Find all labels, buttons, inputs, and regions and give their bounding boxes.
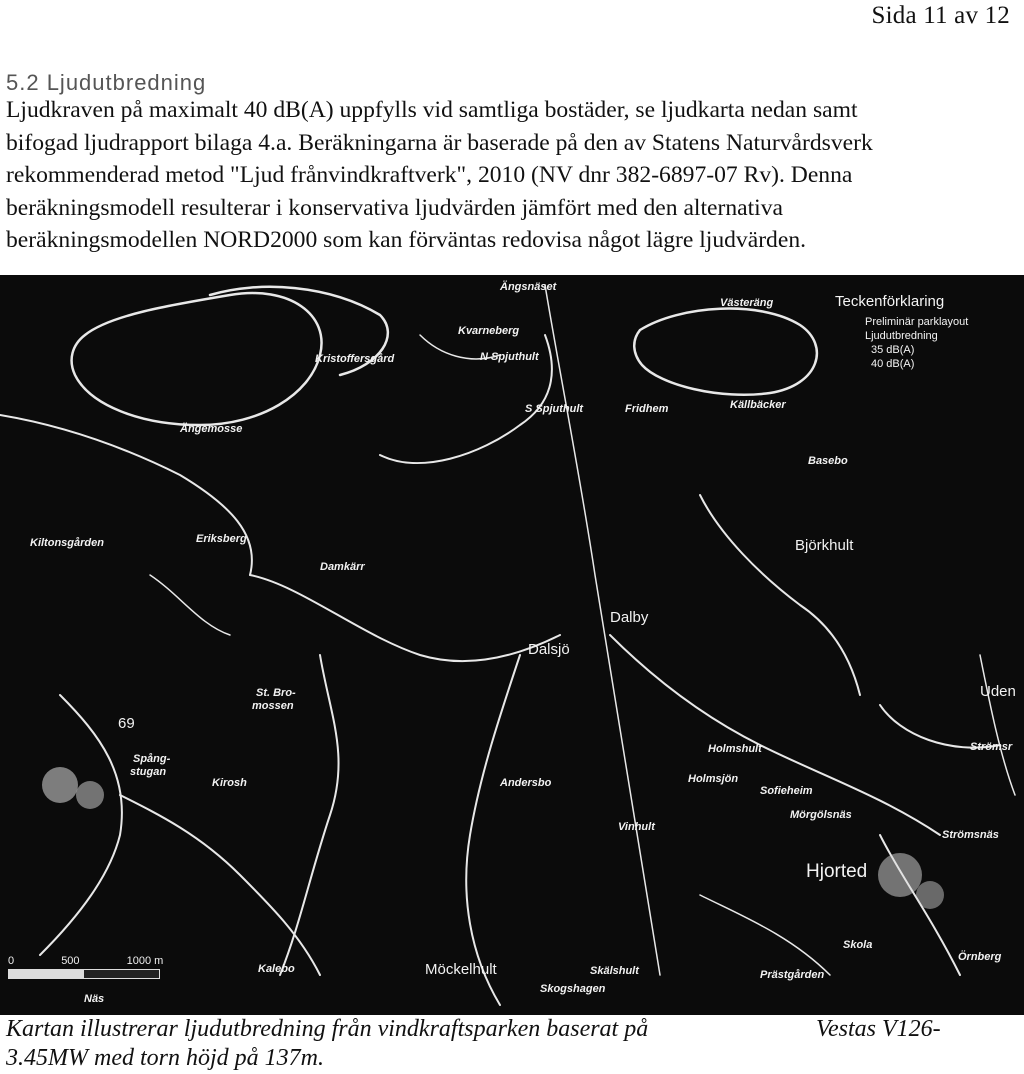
section-heading: 5.2 Ljudutbredning xyxy=(6,70,207,95)
noise-map xyxy=(0,275,1024,1015)
place-label: Björkhult xyxy=(795,537,854,554)
legend-35: 35 dB(A) xyxy=(871,344,915,356)
page-number: Sida 11 av 12 xyxy=(871,2,1010,29)
place-label: Uden xyxy=(980,683,1016,700)
legend-title: Teckenförklaring xyxy=(835,293,945,310)
caption-line-1: Kartan illustrerar ljudutbredning från vindkraftsparken baserat på xyxy=(6,1016,649,1042)
place-label: Strömsnäs xyxy=(942,829,999,841)
place-label: Ängsnäset xyxy=(500,281,557,293)
scale-label-0: 0 xyxy=(8,955,15,967)
place-label: S Spjuthult xyxy=(525,403,584,415)
paragraph-line: Ljudkraven på maximalt 40 dB(A) uppfylls vid samtliga bostäder, se ljudkarta nedan samt xyxy=(6,97,858,123)
place-label: Fridhem xyxy=(625,403,669,415)
place-label: N Spjuthult xyxy=(480,351,539,363)
place-label: Möckelhult xyxy=(425,961,497,978)
place-label: mossen xyxy=(252,700,294,712)
place-label: Skola xyxy=(843,939,873,951)
legend-spread: Ljudutbredning xyxy=(865,330,938,342)
paragraph-line: beräkningsmodellen NORD2000 som kan förväntas redovisa något lägre ljudvärden. xyxy=(6,227,807,253)
place-label: Basebo xyxy=(808,455,848,467)
place-label: stugan xyxy=(130,766,167,778)
place-label: Andersbo xyxy=(500,777,552,789)
paragraph-line: beräkningsmodell resulterar i konservativa ljudvärden jämfört med den alternativa xyxy=(6,194,784,221)
map-roads xyxy=(0,275,1024,1015)
place-label: Kiltonsgården xyxy=(30,537,104,549)
place-label: Kalebo xyxy=(258,963,295,975)
place-label: Spång- xyxy=(133,753,171,765)
place-label: Kvarneberg xyxy=(458,325,520,337)
legend-40: 40 dB(A) xyxy=(871,358,915,370)
place-label: Strömsr xyxy=(970,741,1013,753)
place-label: St. Bro- xyxy=(256,687,296,699)
place-label: Hjorted xyxy=(806,861,868,882)
main-road xyxy=(545,285,660,975)
legend-layout: Preliminär parklayout xyxy=(865,316,969,328)
noise-contour-right xyxy=(634,309,817,395)
place-label: Dalsjö xyxy=(528,641,570,658)
paragraph-line: rekommenderad metod "Ljud frånvindkraftverk", 2010 (NV dnr 382-6897-07 Rv). Denna xyxy=(6,162,853,188)
scale-bar-graphic xyxy=(8,969,160,979)
place-label: Mörgölsnäs xyxy=(790,809,852,821)
place-label: Sofieheim xyxy=(760,785,813,797)
place-label: Kristoffersgård xyxy=(315,353,395,365)
place-label: Kirosh xyxy=(212,777,247,789)
place-label: Holmshult xyxy=(708,743,762,755)
scale-label-500: 500 xyxy=(61,955,80,967)
place-label: Dalby xyxy=(610,609,649,626)
place-label: Holmsjön xyxy=(688,773,739,785)
caption-turbine-model: Vestas V126- xyxy=(816,1016,941,1042)
place-label: Eriksberg xyxy=(196,533,247,545)
place-label: Källbäcker xyxy=(730,399,786,411)
place-label: Näs xyxy=(84,993,105,1005)
place-label: Skogshagen xyxy=(540,983,606,995)
place-label: Örnberg xyxy=(958,951,1002,963)
place-label: Damkärr xyxy=(320,561,365,573)
place-label: Ängemosse xyxy=(180,423,243,435)
paragraph-line: bifogad ljudrapport bilaga 4.a. Beräkningarna är baserade på den av Statens Naturvårdsverk xyxy=(6,129,873,156)
caption-line-2: 3.45MW med torn höjd på 137m. xyxy=(6,1045,324,1071)
scale-bar xyxy=(8,955,207,979)
body-paragraph xyxy=(6,94,1016,257)
place-label: Västeräng xyxy=(720,297,774,309)
road-number: 69 xyxy=(118,715,135,732)
scale-label-1000: 1000 m xyxy=(126,955,164,967)
place-label: Vinhult xyxy=(618,821,655,833)
place-label: Prästgården xyxy=(760,969,825,981)
map-caption xyxy=(6,1015,1024,1073)
map-legend xyxy=(835,293,968,372)
place-label: Skälshult xyxy=(590,965,639,977)
noise-contour-left xyxy=(72,293,322,425)
